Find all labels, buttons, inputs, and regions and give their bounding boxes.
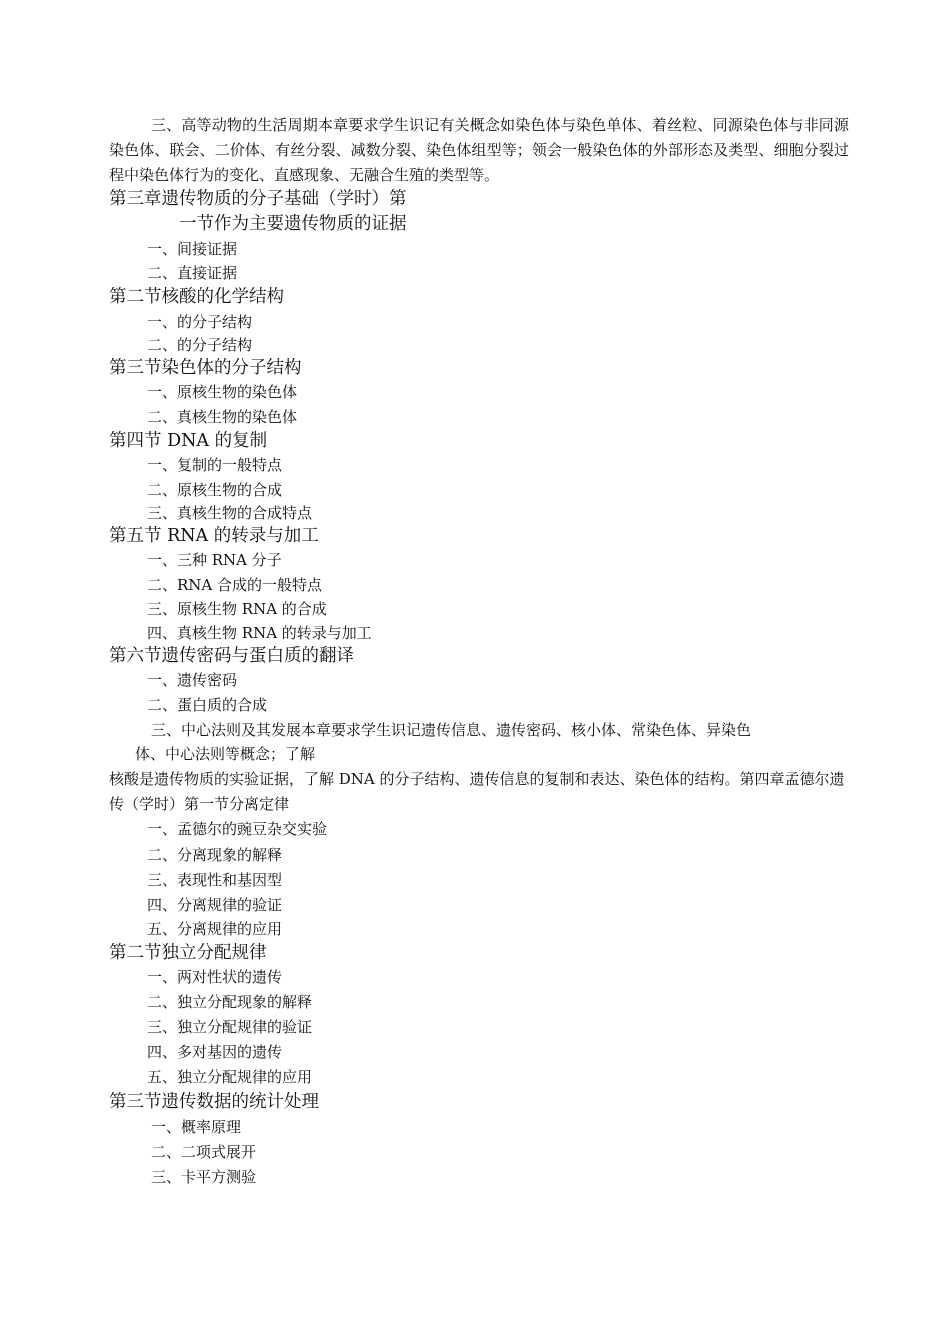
list-item: 二、RNA 合成的一般特点: [147, 576, 323, 594]
list-item: 四、真核生物 RNA 的转录与加工: [147, 624, 372, 642]
list-item: 二、蛋白质的合成: [147, 696, 268, 714]
list-item: 一、的分子结构: [147, 313, 253, 331]
list-item: 二、二项式展开: [151, 1143, 257, 1161]
section-heading: 第三节遗传数据的统计处理: [109, 1092, 319, 1112]
list-item: 三、真核生物的合成特点: [147, 504, 313, 522]
list-item: 一、孟德尔的豌豆杂交实验: [147, 820, 328, 838]
list-item: 二、的分子结构: [147, 336, 253, 354]
list-item: 三、卡平方测验: [151, 1168, 257, 1186]
list-item: 四、多对基因的遗传: [147, 1043, 283, 1061]
section-heading: 第三节染色体的分子结构: [109, 358, 302, 378]
list-item: 五、分离规律的应用: [147, 920, 283, 938]
section-heading: 第四节 DNA 的复制: [109, 431, 268, 451]
section-heading: 第六节遗传密码与蛋白质的翻译: [109, 646, 354, 666]
chapter-3-heading: 第三章遗传物质的分子基础（学时）第: [109, 189, 407, 209]
list-item: 三、独立分配规律的验证: [147, 1018, 313, 1036]
list-item: 五、独立分配规律的应用: [147, 1068, 313, 1086]
list-item: 一、两对性状的遗传: [147, 968, 283, 986]
list-item: 二、独立分配现象的解释: [147, 993, 313, 1011]
list-item: 一、概率原理: [151, 1118, 242, 1136]
requirements-paragraph: 核酸是遗传物质的实验证据，了解 DNA 的分子结构、遗传信息的复制和表达、染色体的结构。第四章孟德尔遗传（学时）第一节分离定律: [109, 770, 845, 813]
section-heading: 第五节 RNA 的转录与加工: [109, 526, 319, 546]
list-item-continuation: 体、中心法则等概念；了解: [135, 745, 316, 763]
list-item: 一、原核生物的染色体: [147, 383, 298, 401]
section-heading: 第二节核酸的化学结构: [109, 287, 284, 307]
list-item: 一、复制的一般特点: [147, 456, 283, 474]
list-item: 三、表现性和基因型: [147, 871, 283, 889]
list-item: 二、直接证据: [147, 264, 238, 282]
list-item: 四、分离规律的验证: [147, 896, 283, 914]
section-heading: 第二节独立分配规律: [109, 943, 267, 963]
list-item: 二、真核生物的染色体: [147, 408, 298, 426]
list-item: 一、间接证据: [147, 240, 238, 258]
list-item: 一、遗传密码: [147, 671, 238, 689]
list-item: 二、分离现象的解释: [147, 846, 283, 864]
intro-paragraph: 三、高等动物的生活周期本章要求学生识记有关概念如染色体与染色单体、着丝粒、同源染色体与非同源染色体、联会、二价体、有丝分裂、减数分裂、染色体组型等；领会一般染色体的外部形态及类型、细胞分裂过程中染色体行为的变化、直感现象、无融合生殖的类型等。: [109, 116, 849, 184]
list-item: 二、原核生物的合成: [147, 481, 283, 499]
list-item: 三、中心法则及其发展本章要求学生识记遗传信息、遗传密码、核小体、常染色体、异染色: [151, 721, 752, 739]
section-heading: 一节作为主要遗传物质的证据: [179, 214, 407, 234]
list-item: 三、原核生物 RNA 的合成: [147, 600, 327, 618]
list-item: 一、三种 RNA 分子: [147, 551, 282, 569]
